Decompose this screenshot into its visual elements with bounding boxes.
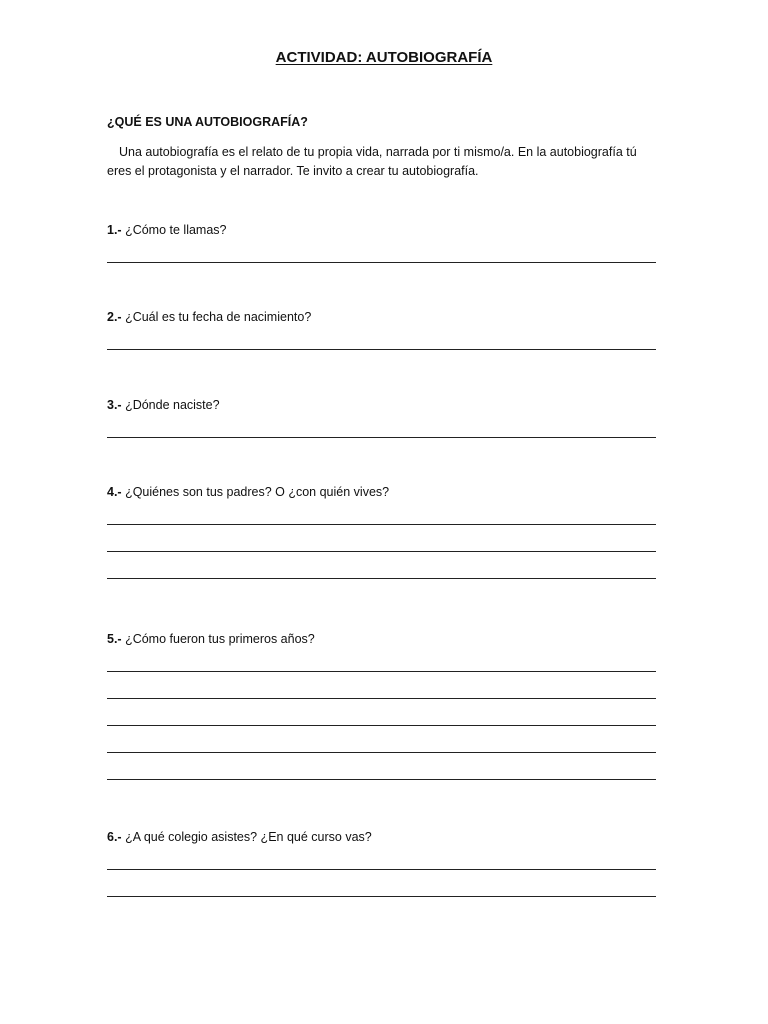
question-text: ¿A qué colegio asistes? ¿En qué curso vas?	[125, 830, 372, 844]
question-5	[107, 631, 667, 647]
question-text: ¿Quiénes son tus padres? O ¿con quién vives?	[125, 485, 390, 499]
question-6	[107, 829, 667, 845]
question-label	[107, 484, 667, 500]
answer-line[interactable]	[107, 262, 656, 263]
intro-paragraph: Una autobiografía es el relato de tu propia vida, narrada por ti mismo/a. En la autobiografía tú eres el protagonista y el narrador. Te invito a crear tu autobiografía.	[107, 145, 637, 178]
page-title: ACTIVIDAD: AUTOBIOGRAFÍA	[275, 49, 493, 66]
answer-line[interactable]	[107, 437, 656, 438]
answer-line[interactable]	[107, 349, 656, 350]
question-number: 4	[107, 485, 114, 499]
question-number: 6	[107, 830, 114, 844]
question-number: 1	[107, 223, 114, 237]
question-separator: .-	[113, 223, 126, 237]
question-label	[107, 222, 667, 238]
question-1	[107, 222, 667, 238]
section-heading: ¿QUÉ ES UNA AUTOBIOGRAFÍA?	[107, 115, 308, 129]
answer-line[interactable]	[107, 779, 656, 780]
question-number: 3	[107, 398, 114, 412]
answer-line[interactable]	[107, 725, 656, 726]
question-number: 2	[107, 310, 114, 324]
answer-line[interactable]	[107, 578, 656, 579]
question-label	[107, 829, 667, 845]
question-number: 5	[107, 632, 114, 646]
question-label	[107, 309, 667, 325]
question-text: ¿Cuál es tu fecha de nacimiento?	[125, 310, 312, 324]
question-label	[107, 397, 667, 413]
answer-line[interactable]	[107, 671, 656, 672]
question-4	[107, 484, 667, 500]
question-text: ¿Cómo fueron tus primeros años?	[125, 632, 315, 646]
question-separator: .-	[113, 485, 126, 499]
question-label	[107, 631, 667, 647]
question-separator: .-	[113, 830, 126, 844]
answer-line[interactable]	[107, 524, 656, 525]
answer-line[interactable]	[107, 698, 656, 699]
answer-line[interactable]	[107, 752, 656, 753]
question-separator: .-	[113, 632, 126, 646]
question-text: ¿Dónde naciste?	[125, 398, 220, 412]
answer-line[interactable]	[107, 869, 656, 870]
answer-line[interactable]	[107, 896, 656, 897]
answer-line[interactable]	[107, 551, 656, 552]
question-text: ¿Cómo te llamas?	[125, 223, 227, 237]
question-2	[107, 309, 667, 325]
question-3	[107, 397, 667, 413]
question-separator: .-	[113, 310, 126, 324]
question-separator: .-	[113, 398, 126, 412]
